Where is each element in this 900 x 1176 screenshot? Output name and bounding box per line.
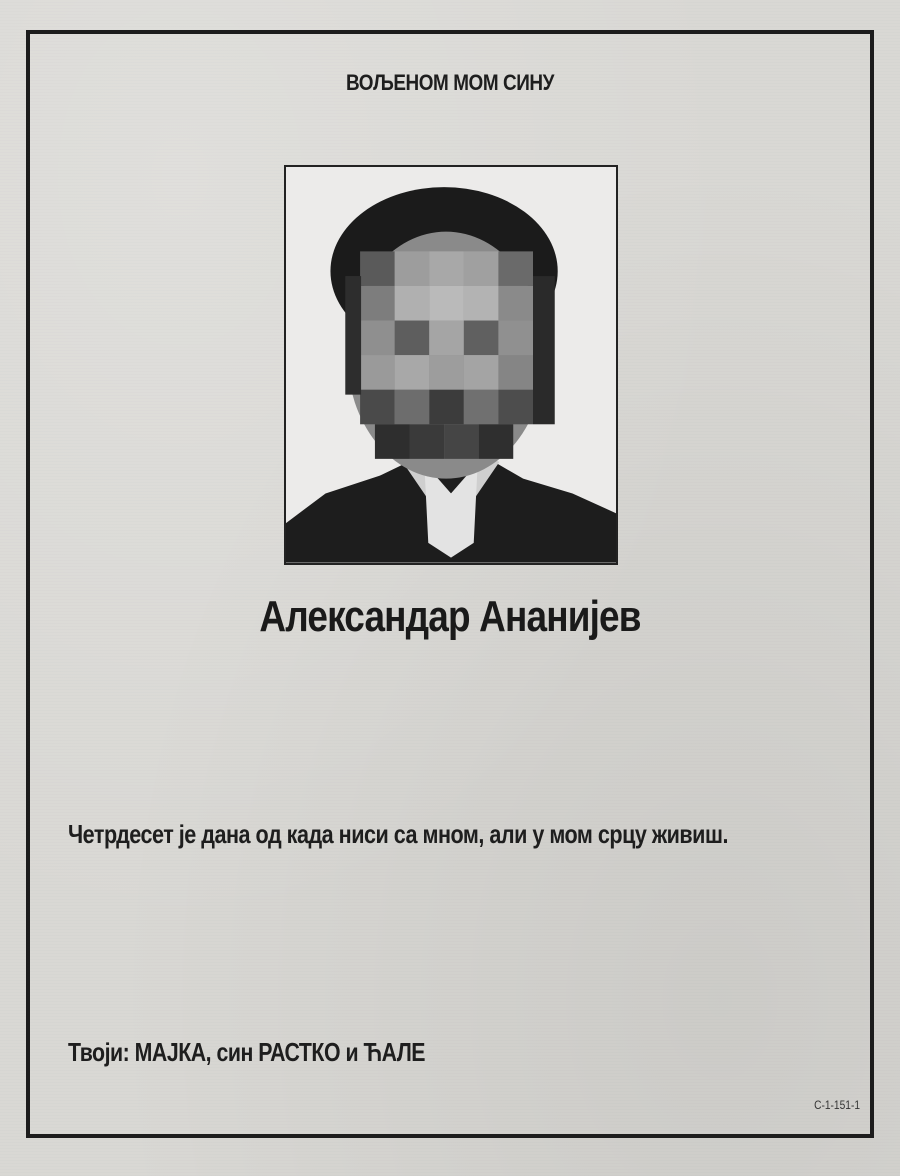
deceased-name: Александар Ананијев: [259, 592, 641, 641]
portrait-image: [286, 167, 616, 563]
family-signature: Твоји: МАЈКА, син РАСТКО и ЋАЛЕ: [68, 1037, 426, 1067]
ad-reference-code: C-1-151-1: [814, 1098, 860, 1112]
memorial-message: Четрдесет је дана од када ниси са мном, али у мом срцу живиш.: [68, 819, 728, 849]
dedication-heading: ВОЉЕНОМ МОМ СИНУ: [346, 70, 554, 95]
portrait-photo: [284, 165, 618, 565]
pixelated-face: [360, 251, 533, 458]
